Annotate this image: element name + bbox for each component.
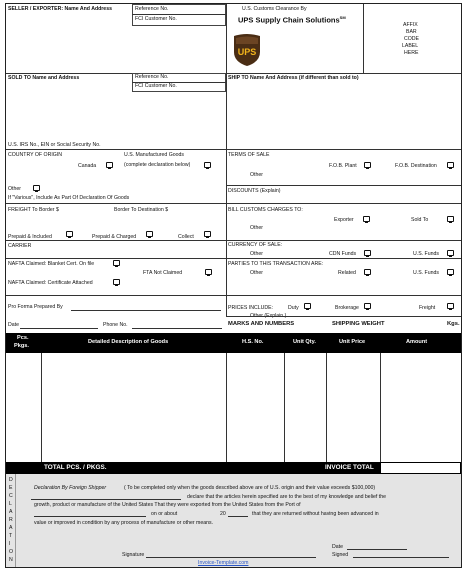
unit-qty-header: Unit Qty.: [293, 339, 316, 345]
us-manufactured-checkbox[interactable]: [204, 162, 211, 168]
ups-logo-icon: [231, 32, 263, 68]
declaration-line1: ( To be completed only when the goods described above are of U.S. origin and their value exceeds $100,000): [124, 485, 376, 491]
sold-to-reference-no[interactable]: Reference No.: [135, 74, 169, 80]
amount-header: Amount: [406, 339, 428, 345]
hs-no-header: H.S. No.: [242, 339, 264, 345]
totals-bar: [6, 462, 461, 474]
brokerage-checkbox[interactable]: [364, 303, 371, 309]
sold-to-label: SOLD TO Name and Address: [8, 75, 80, 81]
unit-price-header: Unit Price: [339, 339, 366, 345]
total-pcs-label: TOTAL PCS. / PKGS.: [44, 464, 107, 471]
parties-other-label: Other: [250, 270, 263, 276]
freight-to-border-label: FREIGHT To Border $: [8, 207, 59, 213]
parties-us-funds-checkbox[interactable]: [447, 269, 454, 275]
brokerage-label: Brokerage: [335, 305, 359, 311]
pcs-header: Pcs.: [17, 335, 29, 341]
us-manufactured-label: U.S. Manufactured Goods: [124, 152, 184, 158]
bill-sold-to-checkbox[interactable]: [447, 216, 454, 222]
related-checkbox[interactable]: [364, 269, 371, 275]
year-prefix: 20: [220, 511, 226, 517]
decl-date-label: Date: [332, 544, 343, 550]
nafta-blanket-checkbox[interactable]: [113, 260, 120, 266]
seller-label: SELLER / EXPORTER: Name And Address: [8, 6, 112, 12]
fob-plant-label: F.O.B. Plant: [329, 163, 357, 169]
nafta-cert-label: NAFTA Claimed: Certificate Attached: [8, 280, 93, 286]
fob-plant-checkbox[interactable]: [364, 162, 371, 168]
prepaid-charged-checkbox[interactable]: [146, 231, 153, 237]
kgs-label: Kgs.: [447, 321, 460, 327]
phone-field[interactable]: [132, 328, 222, 329]
declaration-line4: that they are returned without having been advanced in: [252, 511, 379, 517]
country-of-origin-label: COUNTRY OF ORIGIN: [8, 152, 62, 158]
decl-date-field[interactable]: [347, 549, 407, 550]
svg-text:UPS: UPS: [237, 47, 257, 57]
carrier-label: CARRIER: [8, 243, 32, 249]
declaration-line3: growth, product or manufacture of the United States That they were exported from the United States from the Port of: [34, 502, 301, 508]
phone-label: Phone No.: [103, 322, 128, 328]
canada-checkbox[interactable]: [106, 162, 113, 168]
terms-other-label: Other: [250, 172, 263, 178]
fob-destination-label: F.O.B. Destination: [395, 163, 437, 169]
fta-not-claimed-label: FTA Not Claimed: [143, 270, 183, 276]
ship-to-label: SHIP TO Name And Address (if different than sold to): [228, 75, 359, 81]
items-table-body[interactable]: [6, 353, 461, 462]
seller-reference-no[interactable]: Reference No.: [135, 6, 169, 12]
on-or-about-label: on or about: [151, 511, 178, 517]
us-irs-label: U.S. IRS No., EIN or Social Security No.: [8, 142, 101, 148]
declaration-title: Declaration By Foreign Shipper: [34, 485, 107, 491]
marks-numbers-label: MARKS AND NUMBERS: [228, 321, 295, 327]
cdn-funds-label: CDN Funds: [329, 251, 357, 257]
prices-include-label: PRICES INCLUDE:: [228, 305, 273, 311]
customs-clearance-by: U.S. Customs Clearance By: [242, 6, 307, 12]
customs-company: UPS Supply Chain Solutions℠: [238, 15, 346, 25]
signed-label: Signed: [332, 552, 349, 558]
currency-us-funds-label: U.S. Funds: [413, 251, 439, 257]
commercial-invoice-form: SELLER / EXPORTER: Name And Address Reference No. FCI Customer No. U.S. Customs Clearance By UPS Supply Chain Solutions℠ UPS AFFIX BAR CODE LABEL HERE SOLD TO Name and Address Reference No. FCI Customer No. SHIP TO Name And Address (if different than sold to) U.S. IRS No., EIN or Social Security No. COUNTRY OF ORIGIN U.S. Manufactured Goods (complete declaration below) Canada Other If "Various", Include As Part Of Declaration Of Goods TERMS OF SALE F.O.B. Plant F.O.B. Destination Other DISCOUNTS (Explain) FREIGHT To Border $ Border To Destination $ Prepaid & Included Prepaid & Charged Collect BILL CUSTOMS CHARGES TO: Exporter Sold To Other CARRIER CURRENCY OF SALE: Other CDN Funds U.S. Funds NAFTA Claimed: Blanket Cert. On file FTA Not Claimed NAFTA Claimed: Certificate Attached PARTIES TO THIS TRANSACTION ARE: Other Related U.S. Funds Pro Forma Prepared By PRICES INCLUDE: Duty Brokerage Freight Other (Explain ) Date Phone No. MARKS AND NUMBERS SHIPPING WEIGHT Kgs. Pcs. Pkgs. Detailed Description of Goods H.S. No. Unit Qty. Unit Price Amount TOTAL PCS. / PKGS. INVOICE TOTAL D E C L A R A T I O N Declaration By Foreign Shipper ( To be completed only when the goods described above are of U.S. origin and their value exceeds $100,000) declare that the articles herein specified are to the best of my knowledge and belief the growth, product or manufacture of the United States That they were exported from the United States from the Port of on or about 20 that they are returned without having been advanced in value or improved in condition by any process of manufacture or other means. Date Signature Signed Invoice-Template.com: [5, 3, 462, 568]
currency-us-funds-checkbox[interactable]: [447, 250, 454, 256]
port-field[interactable]: [34, 516, 146, 517]
various-note: If "Various", Include As Part Of Declaration Of Goods: [8, 195, 130, 201]
sold-to-fci-customer-no[interactable]: FCI Customer No.: [135, 83, 177, 89]
prepaid-charged-label: Prepaid & Charged: [92, 234, 137, 240]
nafta-cert-checkbox[interactable]: [113, 279, 120, 285]
freight-include-checkbox[interactable]: [447, 303, 454, 309]
invoice-total-field[interactable]: [380, 462, 461, 474]
footer-link[interactable]: Invoice-Template.com: [198, 560, 249, 566]
declaration-side-letters: D E C L A R A T I O N: [6, 474, 16, 567]
currency-label: CURRENCY OF SALE:: [228, 242, 283, 248]
collect-checkbox[interactable]: [204, 231, 211, 237]
declaration-line5: value or improved in condition by any process of manufacture or other means.: [34, 520, 214, 526]
fob-destination-checkbox[interactable]: [447, 162, 454, 168]
parties-us-funds-label: U.S. Funds: [413, 270, 439, 276]
discounts-label: DISCOUNTS (Explain): [228, 188, 281, 194]
pkgs-header: Pkgs.: [14, 343, 29, 349]
signature-label: Signature: [122, 552, 145, 558]
terms-of-sale-label: TERMS OF SALE: [228, 152, 270, 158]
related-label: Related: [338, 270, 356, 276]
date-field[interactable]: [20, 328, 98, 329]
shipping-weight-label: SHIPPING WEIGHT: [332, 321, 385, 327]
fta-not-claimed-checkbox[interactable]: [205, 269, 212, 275]
collect-label: Collect: [178, 234, 194, 240]
prepaid-included-label: Prepaid & Included: [8, 234, 52, 240]
prepaid-included-checkbox[interactable]: [66, 231, 73, 237]
origin-other-checkbox[interactable]: [33, 185, 40, 191]
complete-declaration-label: (complete declaration below): [124, 162, 191, 168]
items-table-header: [6, 333, 461, 353]
duty-label: Duty: [288, 305, 299, 311]
year-field[interactable]: [228, 516, 248, 517]
signed-field[interactable]: [353, 557, 449, 558]
declarant-name-field[interactable]: [31, 499, 181, 500]
declaration-line2: declare that the articles herein specified are to the best of my knowledge and belief the: [187, 494, 386, 500]
pro-forma-field[interactable]: [71, 310, 221, 311]
canada-label: Canada: [78, 163, 97, 169]
origin-other-label: Other: [8, 186, 21, 192]
exporter-label: Exporter: [334, 217, 354, 223]
prices-other-label: Other (Explain ): [250, 313, 287, 319]
duty-checkbox[interactable]: [304, 303, 311, 309]
cdn-funds-checkbox[interactable]: [364, 250, 371, 256]
declaration-section: [6, 474, 461, 567]
currency-other-label: Other: [250, 251, 263, 257]
parties-label: PARTIES TO THIS TRANSACTION ARE:: [228, 261, 324, 267]
bill-customs-label: BILL CUSTOMS CHARGES TO:: [228, 207, 303, 213]
exporter-checkbox[interactable]: [363, 216, 370, 222]
description-header: Detailed Description of Goods: [88, 339, 169, 345]
border-to-destination-label: Border To Destination $: [114, 207, 169, 213]
nafta-blanket-label: NAFTA Claimed: Blanket Cert. On file: [8, 261, 95, 267]
seller-fci-customer-no[interactable]: FCI Customer No.: [135, 16, 177, 22]
invoice-total-label: INVOICE TOTAL: [325, 464, 374, 471]
bill-sold-to-label: Sold To: [411, 217, 429, 223]
freight-include-label: Freight: [419, 305, 436, 311]
date-label: Date: [8, 322, 19, 328]
bill-other-label: Other: [250, 225, 263, 231]
pro-forma-label: Pro Forma Prepared By: [8, 304, 63, 310]
signature-field[interactable]: [146, 557, 316, 558]
